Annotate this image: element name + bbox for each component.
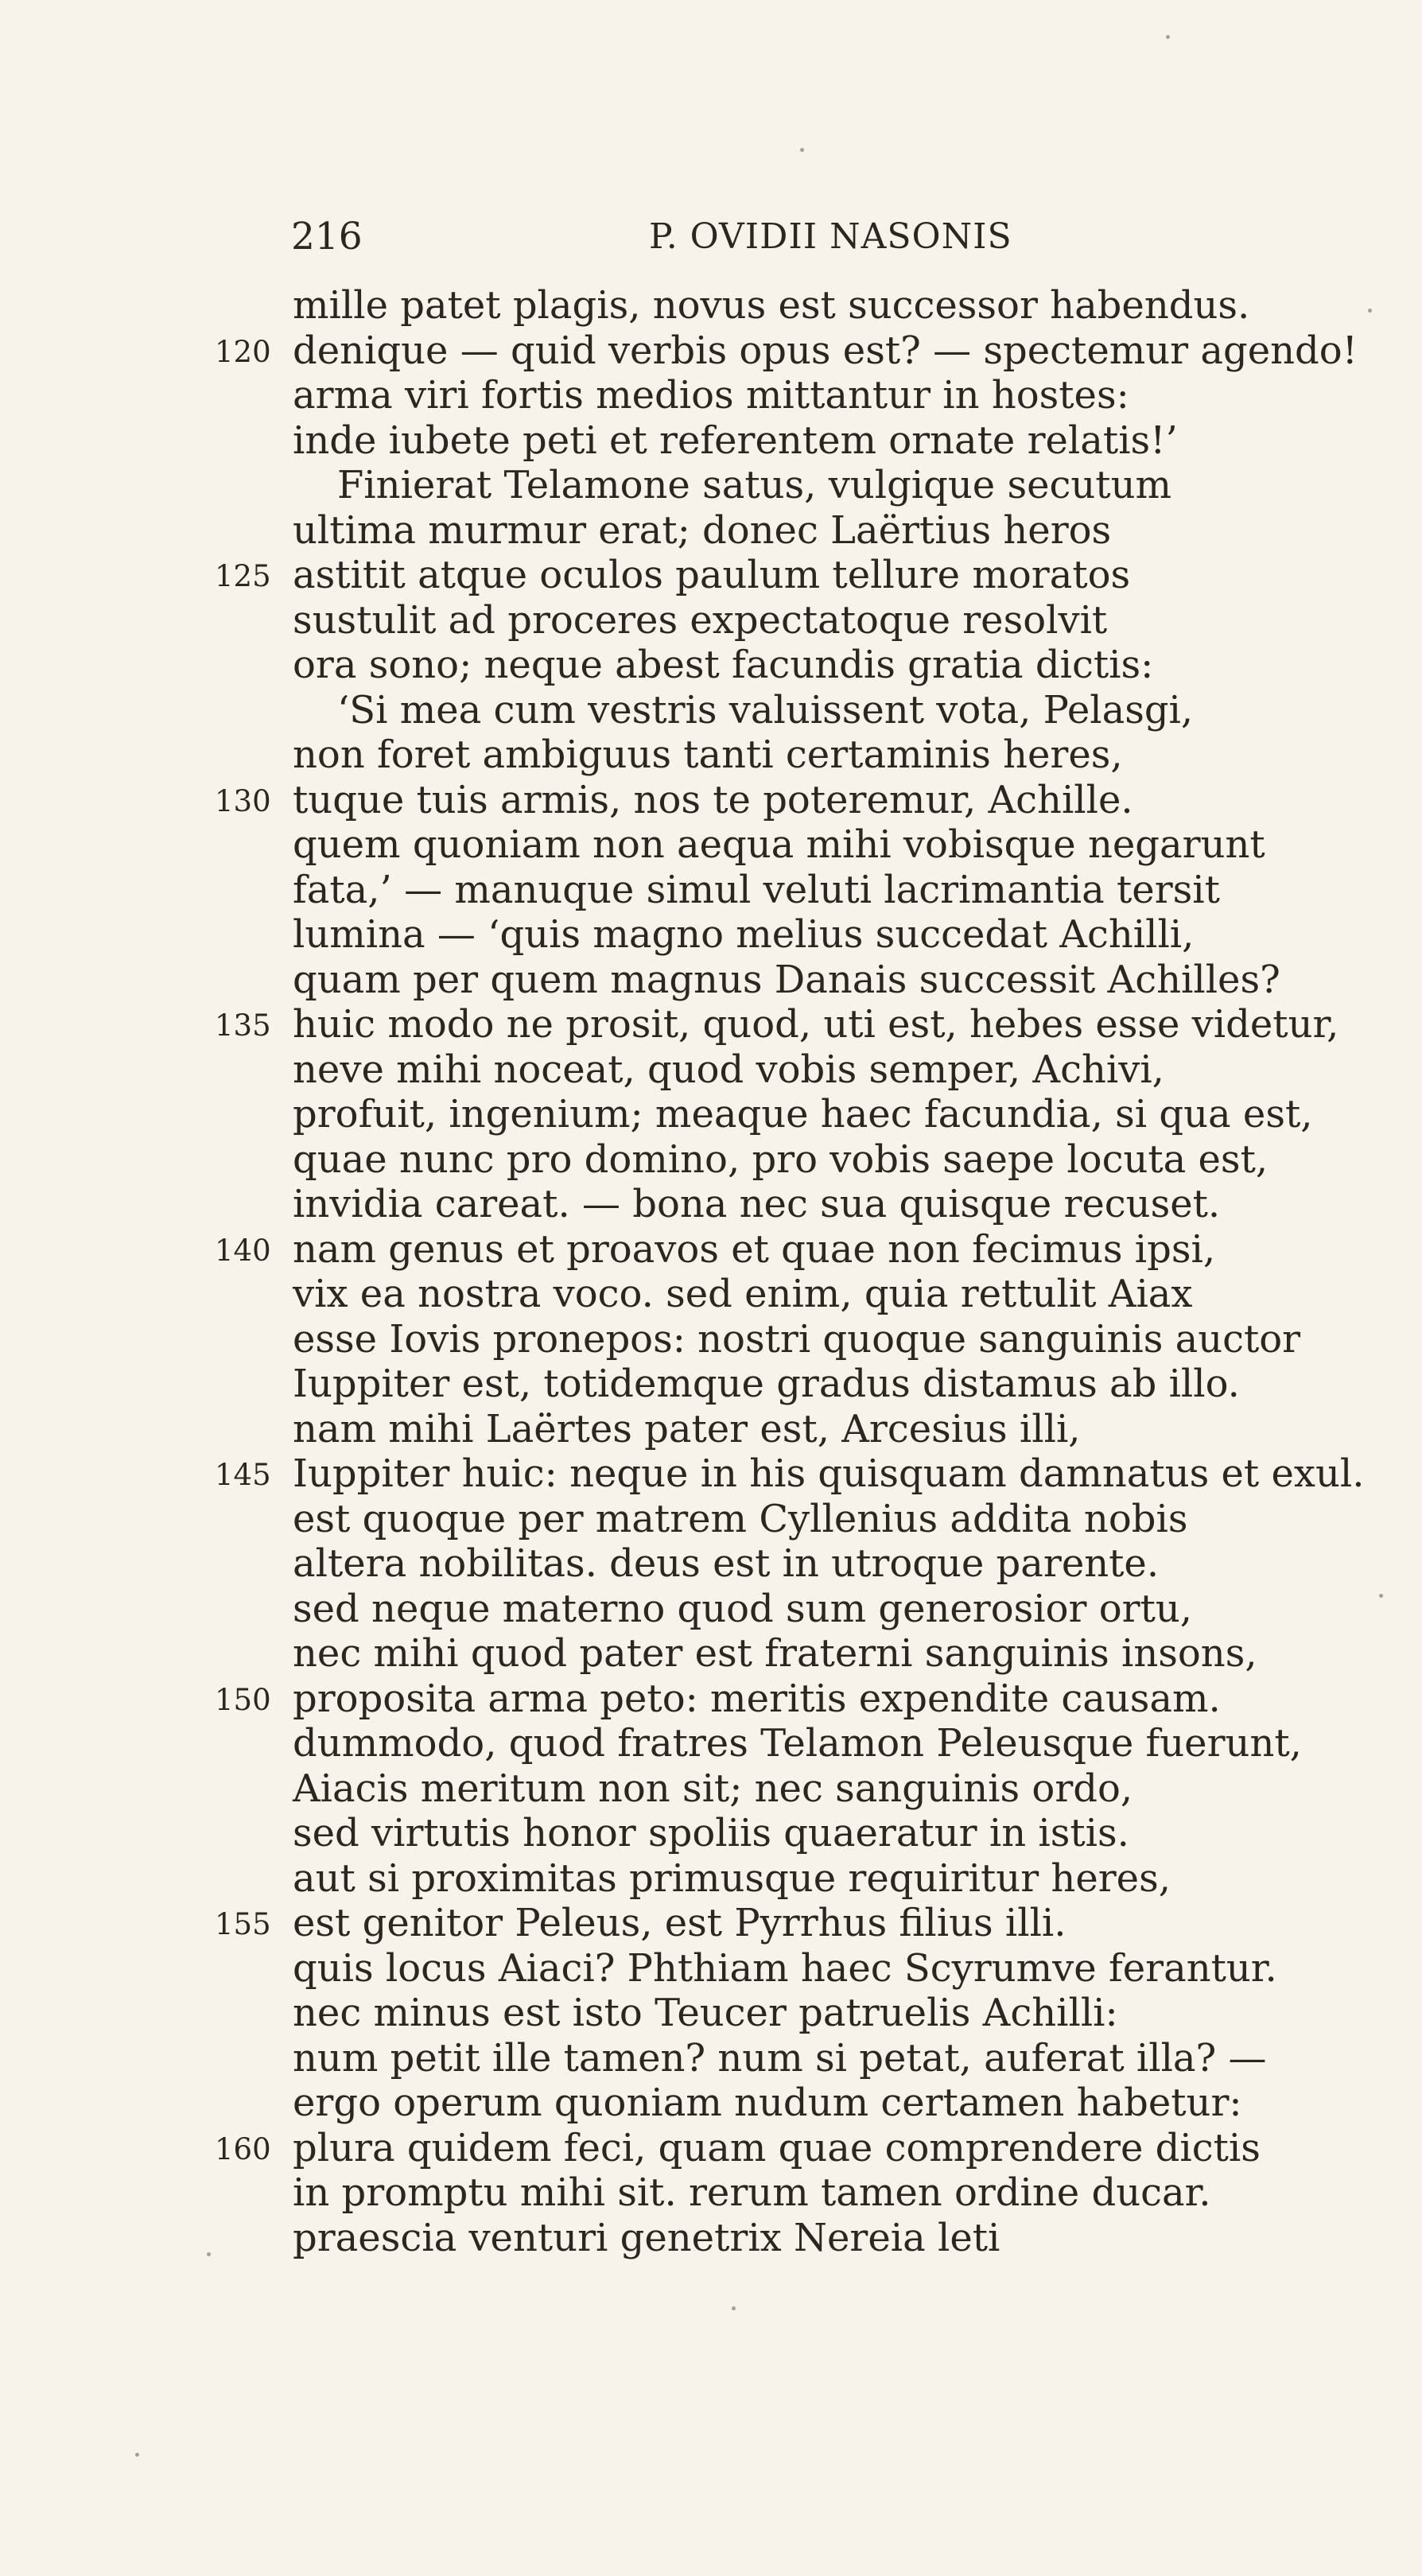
verse-line	[293, 1541, 1350, 1587]
line-number: 160	[215, 2131, 271, 2166]
line-text: neve mihi noceat, quod vobis semper, Achivi,	[293, 1047, 1164, 1092]
line-text: ultima murmur erat; donec Laërtius heros	[293, 507, 1112, 553]
verse-line	[293, 1317, 1350, 1362]
verse-line	[215, 1226, 1350, 1272]
verse-line	[293, 2081, 1350, 2126]
verse-line	[293, 508, 1350, 554]
scan-speck	[1379, 1594, 1383, 1598]
running-head: P. OVIDII NASONIS	[649, 216, 1012, 257]
line-text: praescia venturi genetrix Nereia leti	[293, 2215, 1000, 2260]
line-text: fata,’ — manuque simul veluti lacrimantia tersit	[293, 867, 1220, 912]
line-text: nec mihi quod pater est fraterni sanguinis insons,	[293, 1631, 1257, 1676]
verse-line	[293, 463, 1350, 508]
line-text: num petit ille tamen? num si petat, auferat illa? —	[293, 2035, 1267, 2081]
verse-line	[293, 2036, 1350, 2081]
line-text: nec minus est isto Teucer patruelis Achilli:	[293, 1991, 1118, 2035]
line-text: quam per quem magnus Danais successit Achilles?	[293, 957, 1280, 1002]
verse-line	[293, 1631, 1350, 1677]
line-number: 150	[215, 1682, 271, 1717]
line-text: vix ea nostra voco. sed enim, quia rettulit Aiax	[293, 1272, 1193, 1316]
verse-line	[215, 1002, 1350, 1047]
verse-line	[293, 868, 1350, 913]
verse-line	[293, 1137, 1350, 1183]
verse-line	[293, 1407, 1350, 1452]
line-text: ‘Si mea cum vestris valuissent vota, Pelasgi,	[337, 687, 1194, 732]
verse-line	[293, 1182, 1350, 1227]
line-text: sustulit ad proceres expectatoque resolvit	[293, 597, 1108, 643]
verse-line	[293, 1587, 1350, 1632]
page-header	[291, 213, 1285, 261]
line-text: ora sono; neque abest facundis gratia dictis:	[293, 643, 1154, 687]
verse-line	[215, 328, 1358, 374]
line-text: Aiacis meritum non sit; nec sanguinis ordo,	[293, 1766, 1133, 1811]
line-text: Iuppiter huic: neque in his quisquam damnatus et exul.	[293, 1451, 1365, 1496]
line-text: sed virtutis honor spoliis quaeratur in istis.	[293, 1811, 1129, 1855]
page-number: 216	[291, 215, 363, 258]
verse-line	[215, 777, 1350, 823]
verse-line	[293, 912, 1350, 958]
line-text: inde iubete peti et referentem ornate relatis!’	[293, 418, 1178, 463]
line-text: est genitor Peleus, est Pyrrhus filius illi.	[293, 1901, 1066, 1945]
scan-speck	[1166, 35, 1170, 39]
verse-line	[293, 373, 1350, 418]
verse-line	[293, 1272, 1350, 1317]
verse-line	[293, 1766, 1350, 1812]
verse-line	[215, 553, 1350, 598]
line-text: in promptu mihi sit. rerum tamen ordine ducar.	[293, 2170, 1211, 2215]
verse-line	[293, 1047, 1350, 1093]
line-number: 145	[215, 1458, 271, 1492]
verse-line	[293, 283, 1350, 328]
verse-line	[293, 643, 1350, 688]
verse-line	[293, 1092, 1350, 1137]
verse-line	[293, 2170, 1350, 2216]
verse-line	[293, 1497, 1350, 1542]
line-number: 140	[215, 1233, 271, 1268]
verse-line	[215, 1901, 1350, 1946]
verse-line	[293, 688, 1350, 733]
line-text: profuit, ingenium; meaque haec facundia, si qua est,	[293, 1092, 1313, 1136]
line-text: plura quidem feci, quam quae comprendere dictis	[293, 2125, 1261, 2170]
line-text: altera nobilitas. deus est in utroque parente.	[293, 1541, 1160, 1586]
verse-line	[293, 732, 1350, 778]
line-text: Finierat Telamone satus, vulgique secutum	[337, 463, 1172, 507]
verse-line	[293, 1946, 1350, 1991]
line-number: 130	[215, 783, 271, 818]
verse-line	[293, 822, 1350, 868]
scan-speck	[207, 2252, 211, 2256]
scan-speck	[1368, 309, 1372, 313]
verse-line	[215, 1451, 1365, 1497]
line-text: non foret ambiguus tanti certaminis heres,	[293, 732, 1123, 777]
line-text: denique — quid verbis opus est? — spectemur agendo!	[293, 328, 1358, 373]
line-text: Iuppiter est, totidemque gradus distamus ab illo.	[293, 1362, 1240, 1406]
line-text: nam mihi Laërtes pater est, Arcesius illi,	[293, 1406, 1081, 1451]
line-text: proposita arma peto: meritis expendite causam.	[293, 1676, 1221, 1721]
line-number: 155	[215, 1907, 271, 1941]
line-number: 120	[215, 334, 271, 369]
line-text: arma viri fortis medios mittantur in hostes:	[293, 373, 1129, 418]
line-text: aut si proximitas primusque requiritur heres,	[293, 1855, 1171, 1901]
line-text: lumina — ‘quis magno melius succedat Achilli,	[293, 912, 1195, 957]
line-text: quis locus Aiaci? Phthiam haec Scyrumve ferantur.	[293, 1945, 1277, 1991]
verse-line	[215, 2125, 1350, 2171]
verse-block	[215, 283, 1365, 2260]
verse-line	[293, 2216, 1350, 2261]
line-text: quae nunc pro domino, pro vobis saepe locuta est,	[293, 1136, 1269, 1182]
line-text: esse Iovis pronepos: nostri quoque sanguinis auctor	[293, 1316, 1301, 1362]
line-text: ergo operum quoniam nudum certamen habetur:	[293, 2081, 1242, 2125]
line-text: est quoque per matrem Cyllenius addita nobis	[293, 1496, 1188, 1541]
scan-speck	[135, 2453, 139, 2457]
verse-line	[293, 1991, 1350, 2036]
line-text: astitit atque oculos paulum tellure moratos	[293, 553, 1131, 597]
line-text: nam genus et proavos et quae non fecimus ipsi,	[293, 1226, 1216, 1272]
line-number: 125	[215, 559, 271, 593]
line-text: invidia careat. — bona nec sua quisque recuset.	[293, 1182, 1221, 1226]
line-text: dummodo, quod fratres Telamon Peleusque fuerunt,	[293, 1721, 1302, 1766]
verse-line	[293, 958, 1350, 1003]
verse-line	[293, 1811, 1350, 1856]
verse-line	[293, 1362, 1350, 1407]
line-text: sed neque materno quod sum generosior ortu,	[293, 1586, 1193, 1631]
line-text: quem quoniam non aequa mihi vobisque negarunt	[293, 822, 1265, 867]
verse-line	[293, 418, 1350, 464]
verse-line	[293, 1721, 1350, 1766]
line-text: mille patet plagis, novus est successor habendus.	[293, 283, 1250, 328]
scan-speck	[800, 148, 804, 152]
line-number: 135	[215, 1008, 271, 1043]
line-text: huic modo ne prosit, quod, uti est, hebes esse videtur,	[293, 1002, 1339, 1047]
scan-speck	[732, 2306, 736, 2310]
verse-line	[293, 598, 1350, 643]
line-text: tuque tuis armis, nos te poteremur, Achille.	[293, 777, 1133, 822]
verse-line	[293, 1856, 1350, 1902]
verse-line	[215, 1676, 1350, 1722]
